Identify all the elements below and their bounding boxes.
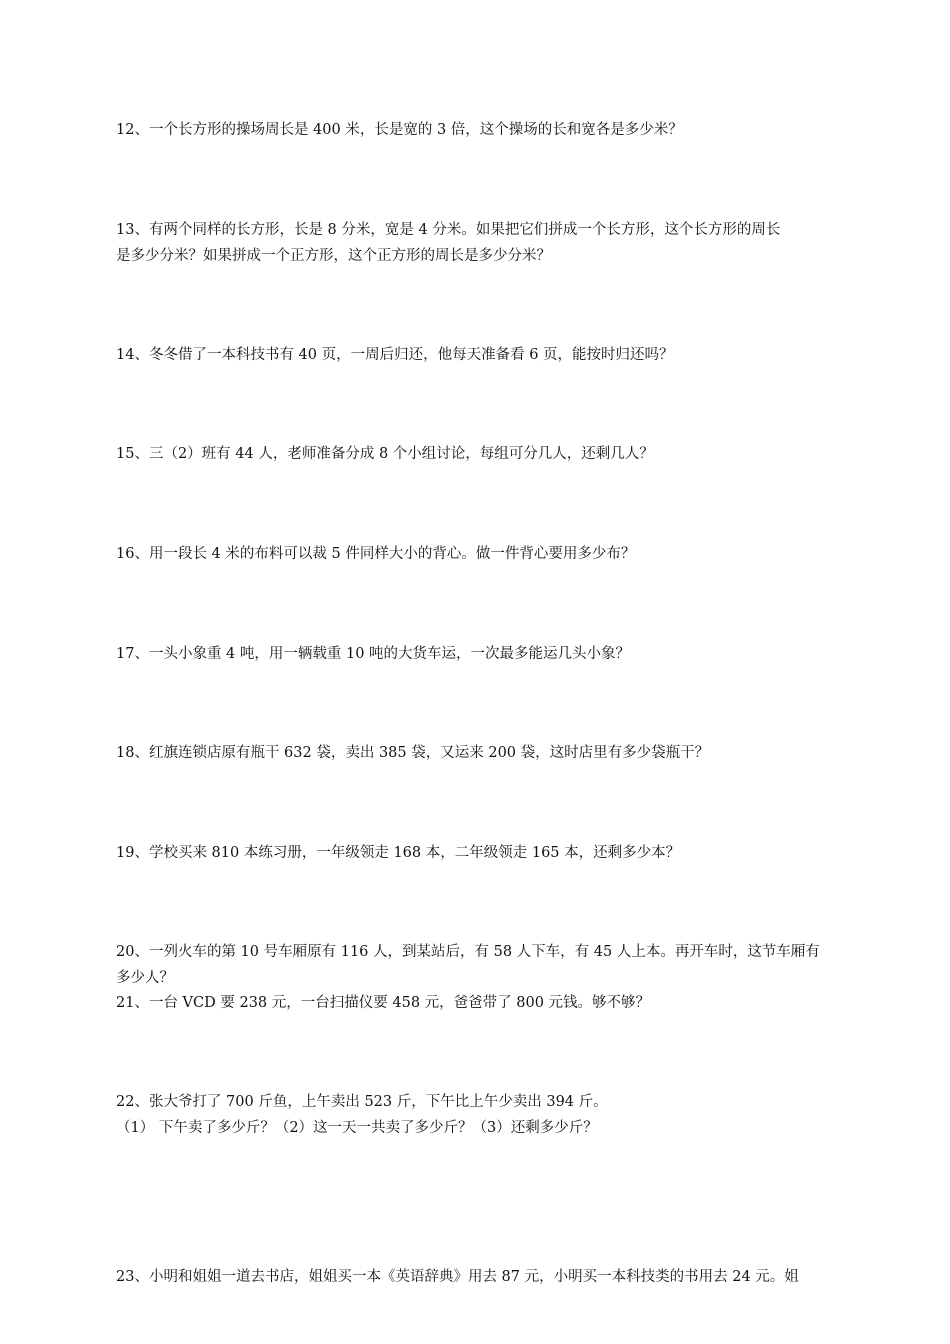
question-14 (116, 342, 852, 368)
question-line: 13、有两个同样的长方形，长是 8 分米，宽是 4 分米。如果把它们拼成一个长方形，这个长方形的周长 (116, 222, 781, 238)
question-19 (116, 840, 852, 866)
question-22 (116, 1089, 852, 1141)
question-line: 21、一台 VCD 要 238 元，一台扫描仪要 458 元，爸爸带了 800 元钱。够不够？ (116, 995, 651, 1011)
question-15 (116, 441, 852, 467)
question-line: 23、小明和姐姐一道去书店，姐姐买一本《英语辞典》用去 87 元，小明买一本科技类的书用去 24 元。姐 (116, 1269, 799, 1285)
question-18 (116, 740, 852, 766)
question-line: 14、冬冬借了一本科技书有 40 页，一周后归还，他每天准备看 6 页，能按时归还吗？ (116, 347, 674, 363)
question-line: 是多少分米？如果拼成一个正方形，这个正方形的周长是多少分米？ (116, 248, 551, 264)
question-line: 19、学校买来 810 本练习册，一年级领走 168 本，二年级领走 165 本，还剩多少本？ (116, 845, 681, 861)
question-21 (116, 990, 852, 1016)
question-17 (116, 641, 852, 667)
question-line: 18、红旗连锁店原有瓶干 632 袋，卖出 385 袋，又运来 200 袋，这时店里有多少袋瓶干？ (116, 745, 710, 761)
question-line: 20、一列火车的第 10 号车厢原有 116 人，到某站后，有 58 人下车，有 45 人上本。再开车时，这节车厢有 (116, 944, 820, 960)
question-line: 16、用一段长 4 米的布料可以裁 5 件同样大小的背心。做一件背心要用多少布？ (116, 546, 636, 562)
question-line: 15、三（2）班有 44 人，老师准备分成 8 个小组讨论，每组可分几人，还剩几人？ (116, 446, 654, 462)
question-16 (116, 541, 852, 567)
question-line: 17、一头小象重 4 吨，用一辆载重 10 吨的大货车运，一次最多能运几头小象？ (116, 646, 631, 662)
question-23 (116, 1264, 852, 1290)
question-line: （1） 下午卖了多少斤？（2）这一天一共卖了多少斤？（3）还剩多少斤？ (116, 1120, 598, 1136)
question-line: 22、张大爷打了 700 斤鱼，上午卖出 523 斤，下午比上午少卖出 394 斤。 (116, 1094, 608, 1110)
question-line: 多少人？ (116, 970, 174, 986)
question-12 (116, 117, 852, 143)
question-line: 12、一个长方形的操场周长是 400 米，长是宽的 3 倍，这个操场的长和宽各是多少米？ (116, 122, 683, 138)
question-13 (116, 217, 852, 269)
question-20 (116, 939, 852, 991)
